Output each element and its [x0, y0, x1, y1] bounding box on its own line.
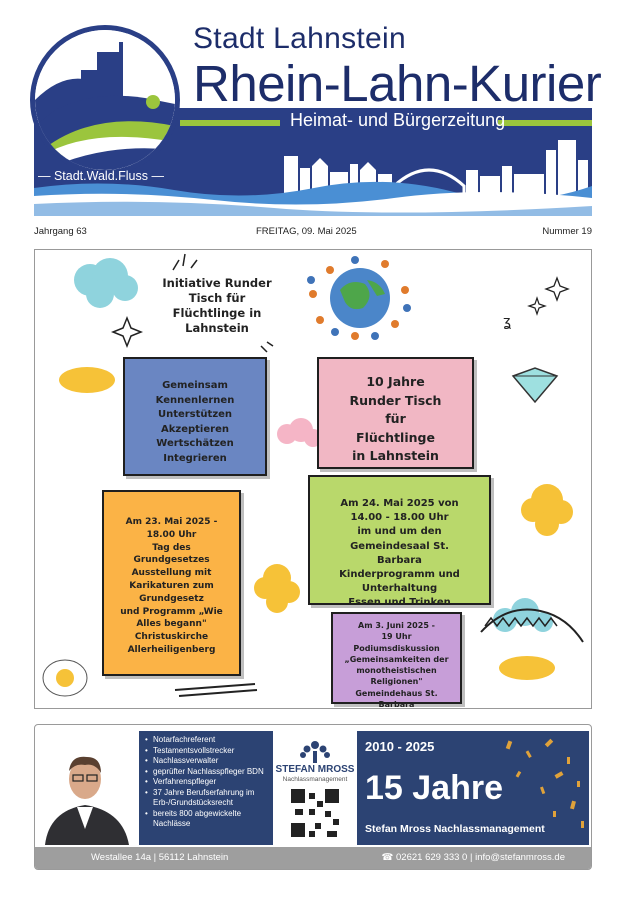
- company-brand: STEFAN MROSS: [275, 764, 355, 775]
- value-line: Unterstützen: [157, 409, 233, 420]
- company-contact[interactable]: ☎ 02621 629 333 0 | info@stefanmross.de: [381, 852, 565, 863]
- company-logo-panel: [275, 731, 355, 845]
- event-poster: [34, 249, 592, 709]
- service-item: • 37 Jahre Berufserfahrung im Erb-/Grundstücksrecht: [145, 788, 269, 809]
- castle-icon: [35, 30, 175, 170]
- event-box-may-23: [102, 490, 241, 676]
- anniversary-box: [317, 357, 474, 469]
- event-line: 18.00 Uhr: [146, 529, 197, 540]
- portrait-photo: [35, 733, 137, 845]
- issue-info-row: [34, 226, 592, 240]
- accent-line: [180, 120, 280, 126]
- event-line: Allerheiligenberg: [127, 644, 216, 655]
- event-line: Podiumsdiskussion: [353, 643, 440, 653]
- event-line: 14.00 - 18.00 Uhr: [350, 512, 449, 524]
- newspaper-title: Rhein-Lahn-Kurier: [193, 55, 602, 112]
- issue-date: FREITAG, 09. Mai 2025: [256, 226, 357, 237]
- tree-logo-icon: [275, 731, 355, 845]
- event-line: und Programm „Wie: [120, 606, 223, 617]
- event-box-may-24: [308, 475, 491, 609]
- event-line: 19 Uhr: [381, 632, 412, 642]
- service-item: • bereits 800 abgewickelte Nachlässe: [145, 809, 269, 830]
- newspaper-subtitle: Heimat- und Bürgerzeitung: [290, 110, 506, 130]
- services-list: [139, 731, 273, 845]
- heading-line: Lahnstein: [185, 321, 249, 335]
- anniversary-line: 10 Jahre: [366, 374, 425, 389]
- initiative-heading: [157, 276, 277, 336]
- event-line: Religionen": [370, 677, 423, 687]
- heading-line: Initiative Runder: [162, 276, 272, 290]
- service-item: • Testamentsvollstrecker: [145, 746, 269, 757]
- value-line: Kennenlernen: [155, 394, 235, 406]
- anniversary-line: Flüchtlinge: [356, 429, 435, 445]
- event-line: „Gemeinsamkeiten der: [344, 654, 449, 664]
- event-line: Am 24. Mai 2025 von: [340, 498, 459, 509]
- value-line: Integrieren: [163, 452, 227, 464]
- event-line: Barbara: [377, 554, 422, 566]
- company-subtitle: Nachlassmanagement: [282, 776, 348, 783]
- event-line: monotheistischen: [356, 666, 437, 676]
- event-line: Unterhaltung: [361, 583, 438, 595]
- event-line: Karikaturen zum: [129, 580, 214, 591]
- accent-line: [498, 120, 592, 126]
- anniversary-line: in Lahnstein: [352, 448, 439, 463]
- anniversary-line: Runder Tisch: [349, 392, 442, 408]
- event-line: Tag des: [152, 542, 191, 553]
- heading-line: Flüchtlinge in: [172, 306, 262, 320]
- event-line: Grundgesetzes: [133, 555, 210, 566]
- ad-contact-bar: [35, 847, 592, 869]
- castle-logo: [30, 25, 180, 175]
- svg-text:ʓ: ʓ: [503, 314, 512, 330]
- service-item: • Verfahrenspfleger: [145, 777, 269, 788]
- event-line: Gemeindehaus St.: [355, 688, 438, 698]
- event-line: Essen und Trinken: [348, 597, 451, 609]
- service-item: • geprüfter Nachlasspfleger BDN: [145, 767, 269, 778]
- masthead: [0, 0, 625, 237]
- event-line: Barbara: [378, 700, 415, 709]
- event-line: Alles begann": [136, 619, 207, 630]
- city-name: Stadt Lahnstein: [193, 22, 406, 55]
- value-line: Gemeinsam: [162, 380, 228, 391]
- company-address: Westallee 14a | 56112 Lahnstein: [91, 852, 229, 863]
- city-motto: — Stadt.Wald.Fluss —: [38, 169, 164, 183]
- issue-number: Nummer 19: [542, 226, 592, 237]
- values-box: [123, 357, 267, 476]
- event-line: Gemeindesaal St.: [350, 540, 449, 552]
- service-item: • Notarfachreferent: [145, 735, 269, 746]
- value-line: Wertschätzen: [156, 438, 234, 449]
- event-line: Christuskirche: [134, 632, 209, 643]
- value-line: Akzeptieren: [161, 423, 229, 435]
- anniversary-headline: 15 Jahre: [365, 769, 503, 807]
- advertisement[interactable]: [34, 724, 592, 870]
- event-line: Grundgesetz: [139, 593, 204, 604]
- event-line: Am 3. Juni 2025 -: [358, 621, 435, 630]
- event-box-june-3: [331, 612, 462, 709]
- issue-volume: Jahrgang 63: [34, 226, 87, 237]
- event-line: Kinderprogramm und: [339, 569, 460, 581]
- event-line: im und um den: [357, 526, 442, 538]
- event-line: Am 23. Mai 2025 -: [125, 517, 218, 527]
- anniversary-line: für: [385, 411, 406, 426]
- firm-name: Stefan Mross Nachlassmanagement: [365, 823, 545, 835]
- anniversary-years: 2010 - 2025: [365, 739, 435, 754]
- event-line: Ausstellung mit: [131, 568, 212, 579]
- anniversary-panel: [357, 731, 589, 845]
- heading-line: Tisch für: [188, 291, 246, 305]
- service-item: • Nachlassverwalter: [145, 756, 269, 767]
